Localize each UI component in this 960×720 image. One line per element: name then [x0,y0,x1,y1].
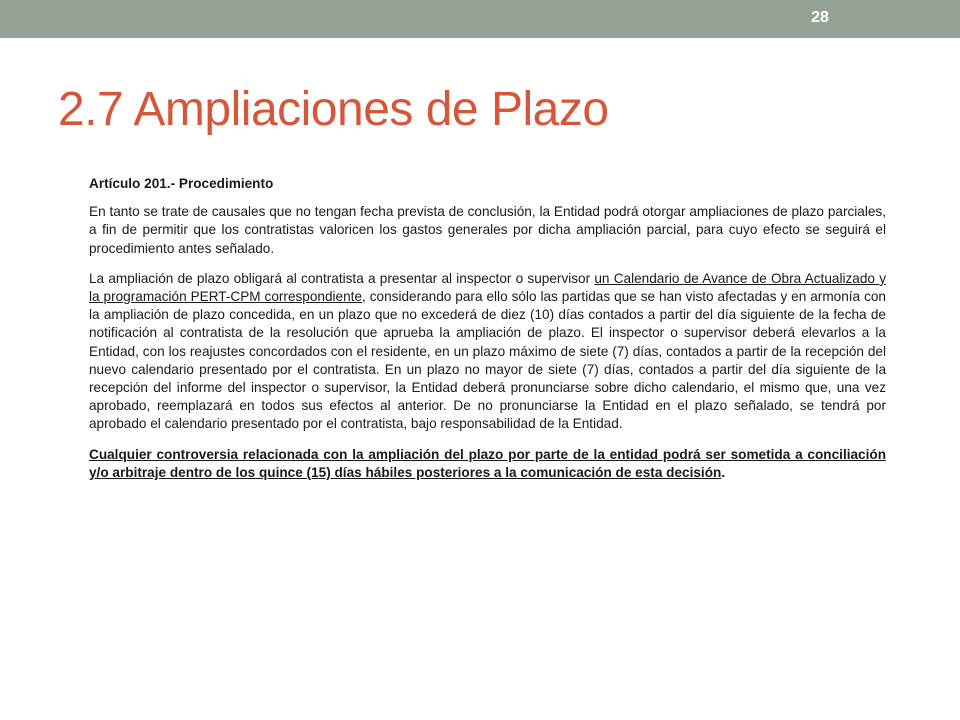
paragraph-calendar-update-body: , considerando para ello sólo las partidas que se han visto afectadas y en armonía con la ampliación de plazo concedida, en un plazo que no excederá de diez (10) días contados a partir del día siguiente de la fecha de notificación al contratista de la resolución que aprueba la ampliación de plazo. El inspector o supervisor deberá elevarlos a la Entidad, con los reajustes concordados con el residente, en un plazo máximo de siete (7) días, contados a partir de la recepción del nuevo calendario presentado por el contratista. En un plazo no mayor de siete (7) días, contados a partir del día siguiente de la recepción del informe del inspector o supervisor, la Entidad deberá pronunciarse sobre dicho calendario, el mismo que, una vez aprobado, reemplazará en todos sus efectos al anterior. De no pronunciarse la Entidad en el plazo señalado, se tendrá por aprobado el calendario presentado por el contratista, bajo responsabilidad de la Entidad. [89,289,886,432]
controversy-period: . [721,464,726,480]
calendar-pert-cpm-underlined: un Calendario de Avance de Obra Actualizado y la programación PERT-CPM correspondiente [89,270,886,305]
top-bar [0,0,960,38]
article-heading: Artículo 201.- Procedimiento [89,176,274,191]
paragraph-controversy [89,446,886,482]
paragraph-partial-extensions: En tanto se trate de causales que no tengan fecha prevista de conclusión, la Entidad podrá otorgar ampliaciones de plazo parciales, a fin de permitir que los contratistas valoricen los gastos generales por dicha ampliación parcial, para cuyo efecto se seguirá el procedimiento antes señalado. [89,204,886,256]
slide-title: 2.7 Ampliaciones de Plazo [58,83,609,136]
paragraph-calendar-update-intro: La ampliación de plazo obligará al contratista a presentar al inspector o supervisor [89,270,595,286]
page-number: 28 [811,9,829,26]
paragraph-calendar-update [89,270,886,434]
article-content [89,175,886,494]
controversy-underlined: Cualquier controversia relacionada con la ampliación del plazo por parte de la entidad podrá ser sometida a conciliación y/o arbitraje dentro de los quince (15) días hábiles posteriores a la comunicación de esta decisión [89,446,886,480]
